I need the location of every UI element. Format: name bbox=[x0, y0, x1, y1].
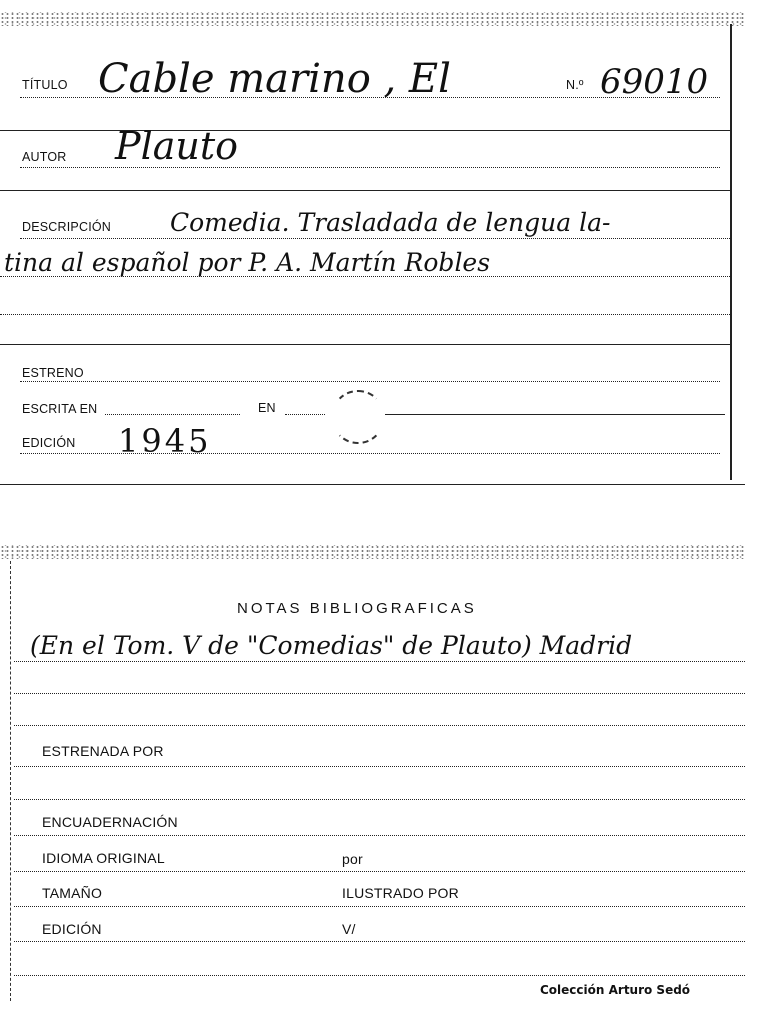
estreno-label: ESTRENO bbox=[22, 366, 84, 380]
estrenada-line-2 bbox=[14, 799, 745, 800]
card-right-edge bbox=[730, 24, 732, 480]
tamano-line bbox=[14, 906, 745, 907]
escrita-en-label: ESCRITA EN bbox=[22, 402, 98, 416]
edicion-value: 1945 bbox=[118, 422, 212, 460]
notas-line-3 bbox=[14, 725, 745, 726]
numero-label: N.º bbox=[566, 78, 584, 92]
en-label: EN bbox=[258, 401, 276, 415]
notas-heading: NOTAS BIBLIOGRAFICAS bbox=[237, 600, 477, 617]
descripcion-value-line2: tina al español por P. A. Martín Robles bbox=[4, 248, 491, 277]
titulo-label: TÍTULO bbox=[22, 78, 68, 92]
por-label: por bbox=[342, 851, 363, 867]
catalog-card-front bbox=[0, 12, 745, 482]
estrenada-por-label: ESTRENADA POR bbox=[42, 743, 164, 759]
punch-hole bbox=[331, 390, 385, 444]
edicion-label-2: EDICIÓN bbox=[42, 921, 102, 937]
idioma-line bbox=[14, 871, 745, 872]
rule-2 bbox=[0, 190, 730, 191]
edicion-line bbox=[20, 453, 720, 454]
card-edge-texture bbox=[0, 12, 745, 26]
va-label: V/ bbox=[342, 921, 356, 937]
tamano-label: TAMAÑO bbox=[42, 885, 103, 901]
card-bottom-edge bbox=[0, 484, 745, 485]
edicion-label: EDICIÓN bbox=[22, 436, 76, 450]
card-edge-texture-2 bbox=[0, 545, 745, 559]
descripcion-line-1 bbox=[20, 238, 730, 239]
notas-line-2 bbox=[14, 693, 745, 694]
titulo-value: Cable marino , El bbox=[98, 56, 451, 102]
catalog-card-back bbox=[0, 545, 745, 1015]
numero-value: 69010 bbox=[600, 62, 709, 102]
autor-line bbox=[20, 167, 720, 168]
notas-line-1 bbox=[14, 661, 745, 662]
edicion-line-2 bbox=[14, 941, 745, 942]
card-left-edge bbox=[10, 561, 12, 1001]
notas-value: (En el Tom. V de "Comedias" de Plauto) Madrid bbox=[30, 631, 633, 660]
rule-1 bbox=[0, 130, 730, 131]
descripcion-line-3 bbox=[0, 314, 730, 315]
ilustrado-por-label: ILUSTRADO POR bbox=[342, 885, 459, 901]
descripcion-line-2 bbox=[0, 276, 730, 277]
idioma-original-label: IDIOMA ORIGINAL bbox=[42, 850, 165, 866]
encuadernacion-label: ENCUADERNACIÓN bbox=[42, 814, 178, 830]
descripcion-value-line1: Comedia. Trasladada de lengua la- bbox=[170, 208, 611, 237]
autor-label: AUTOR bbox=[22, 150, 67, 164]
edicion-line-3 bbox=[14, 975, 745, 976]
en-line-left bbox=[285, 414, 325, 415]
estreno-line bbox=[20, 381, 720, 382]
titulo-line bbox=[20, 97, 720, 98]
encuadernacion-line bbox=[14, 835, 745, 836]
rule-3 bbox=[0, 344, 730, 345]
estrenada-line-1 bbox=[14, 766, 745, 767]
en-line-right bbox=[385, 414, 725, 415]
escrita-en-line bbox=[105, 414, 240, 415]
descripcion-label: DESCRIPCIÓN bbox=[22, 220, 112, 234]
autor-value: Plauto bbox=[115, 124, 238, 168]
coleccion-footer: Colección Arturo Sedó bbox=[540, 983, 691, 997]
